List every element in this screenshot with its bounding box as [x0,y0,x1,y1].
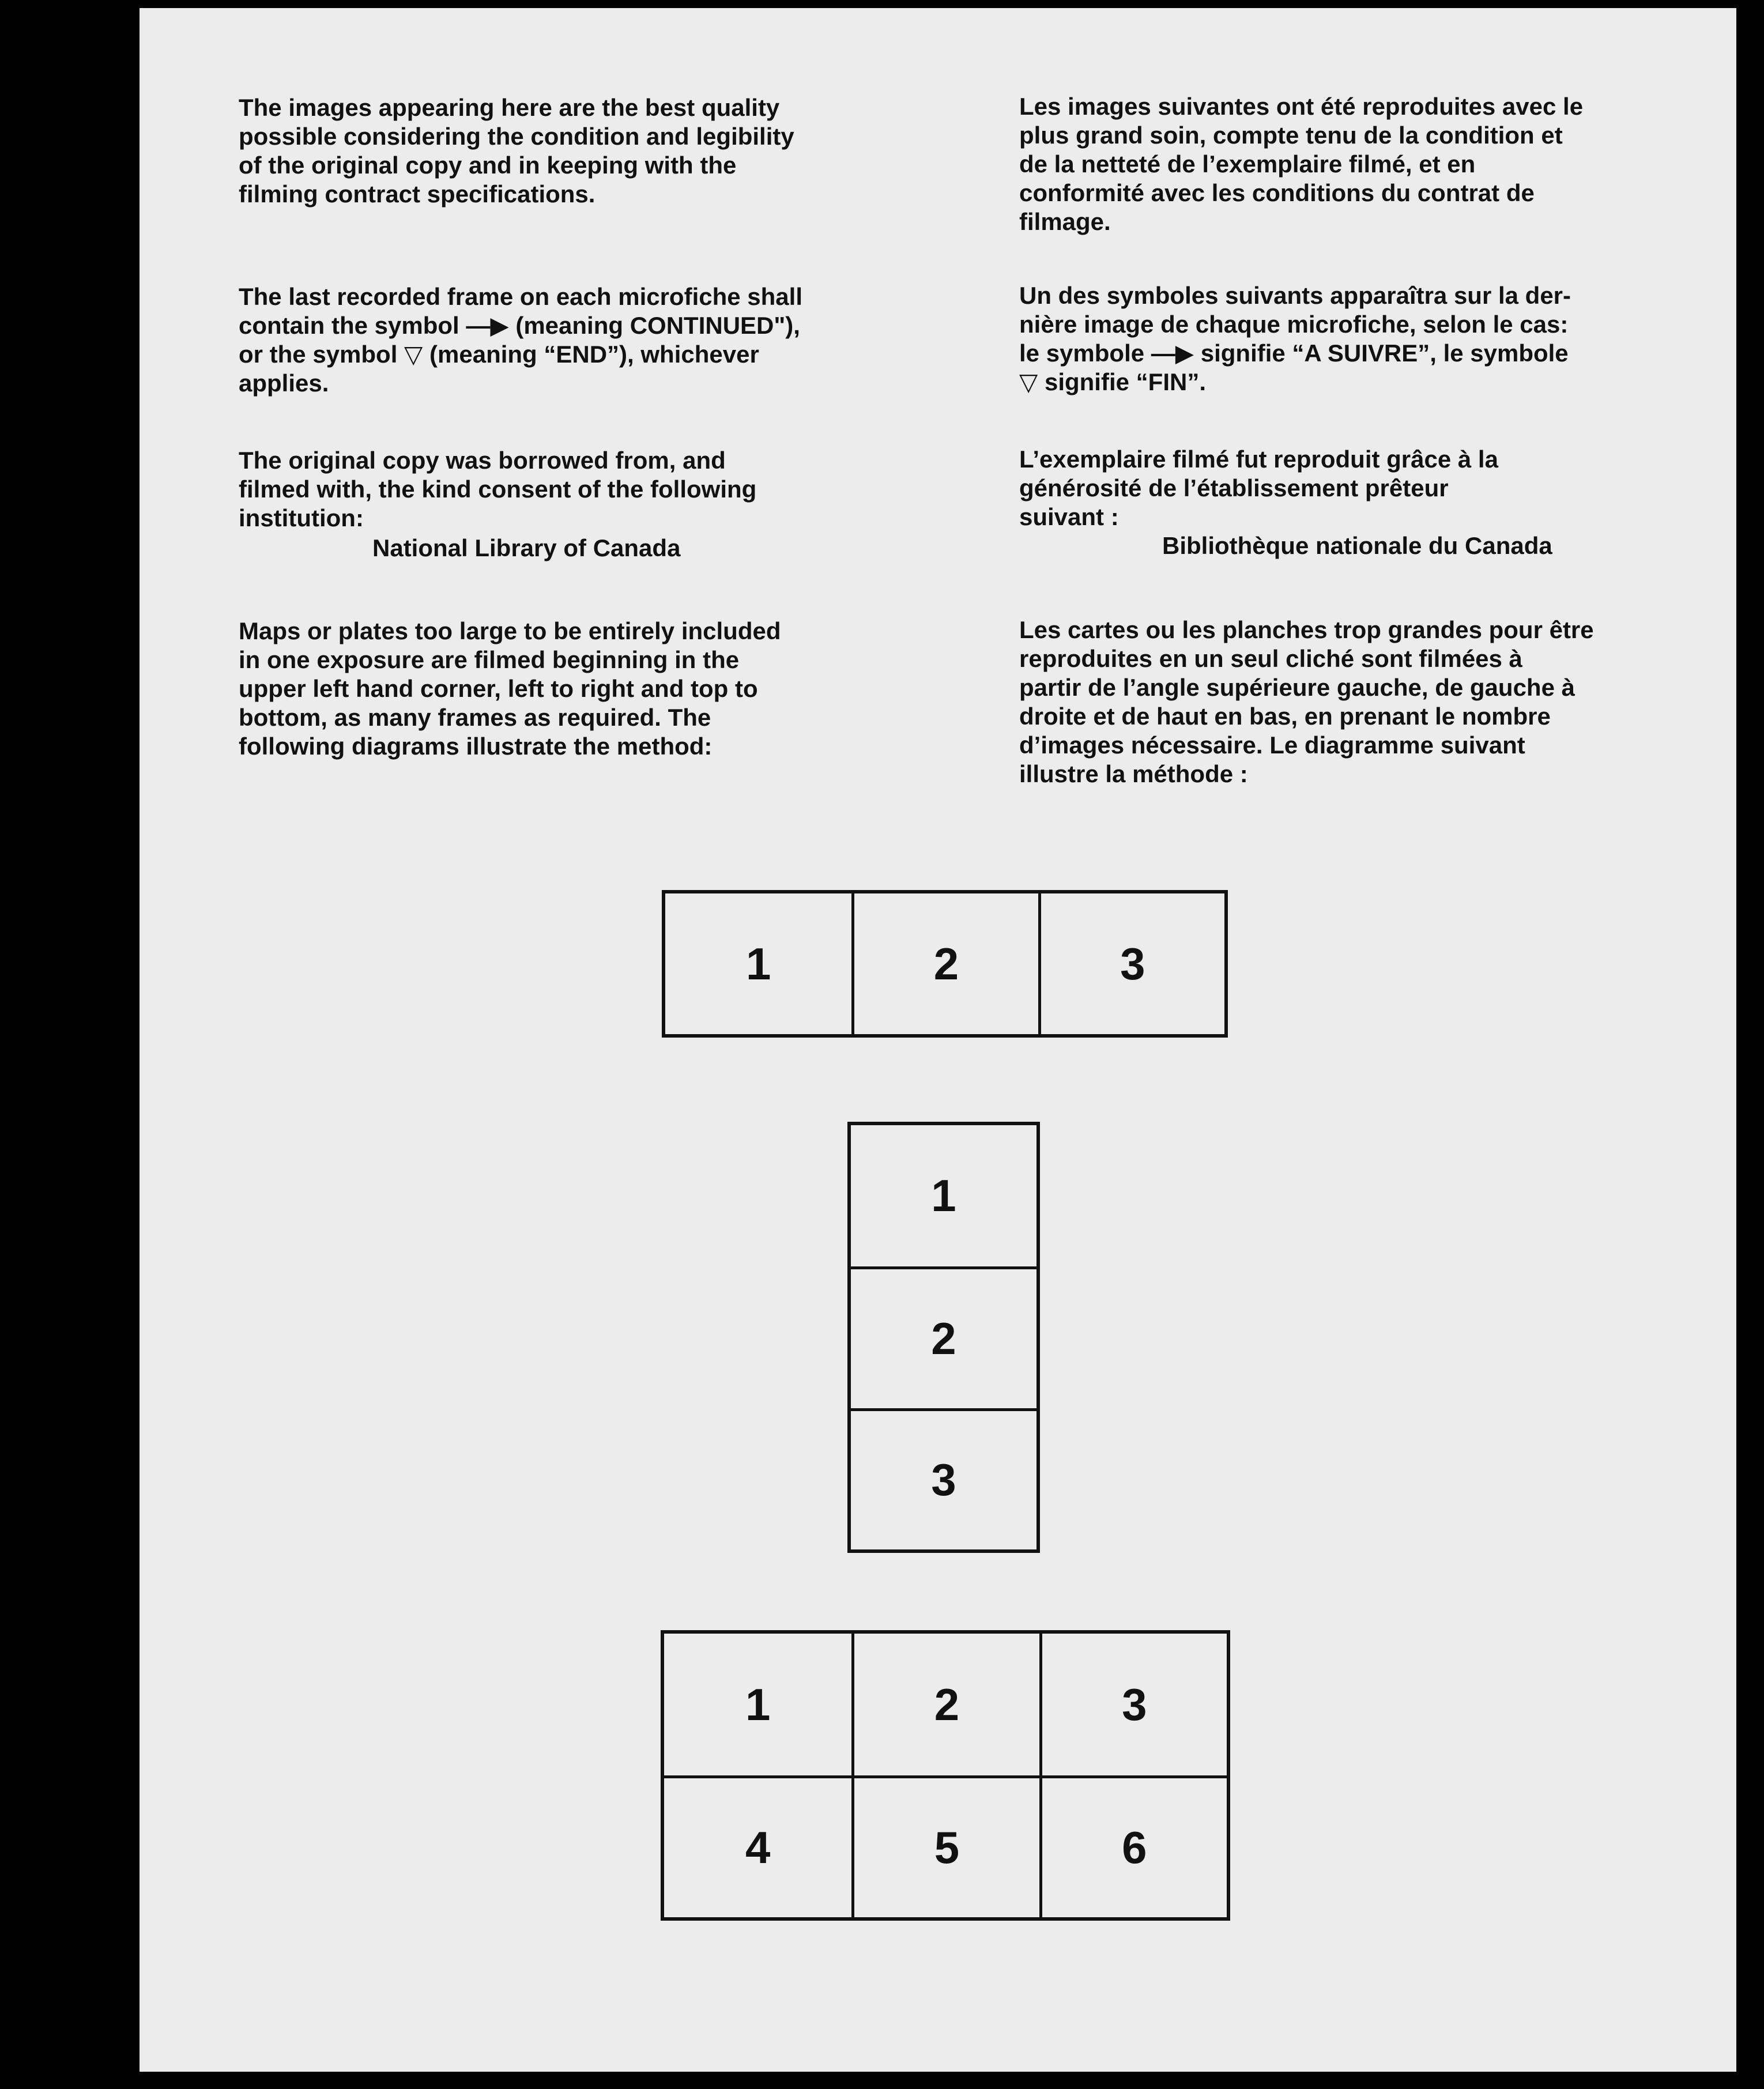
french-source-paragraph [1019,445,1498,531]
text-line: filmage. [1019,208,1111,235]
text-line: illustre la méthode : [1019,760,1248,787]
frame-cell: 3 [1038,893,1224,1034]
row-frames-diagram [662,890,1228,1038]
english-source-paragraph [239,446,756,533]
french-method-paragraph [1019,616,1594,789]
text-line: L’exemplaire filmé fut reproduit grâce à la [1019,446,1498,473]
text-line: The images appearing here are the best quality [239,94,780,121]
text-line: or the symbol ▽ (meaning “END”), whichever [239,341,759,368]
text-line: The original copy was borrowed from, and [239,447,726,474]
text-line: applies. [239,369,329,397]
frame-cell: 3 [851,1408,1036,1549]
frame-cell: 1 [745,1679,771,1730]
frame-cell: 3 [1039,1634,1227,1775]
frame-cell: 4 [664,1775,851,1917]
text-line: Maps or plates too large to be entirely included [239,617,781,644]
frame-cell: 2 [851,1634,1039,1775]
text-line: plus grand soin, compte tenu de la condition et [1019,122,1563,149]
text-line: de la netteté de l’exemplaire filmé, et en [1019,150,1476,178]
frame-cell: 2 [851,1266,1036,1408]
text-line: following diagrams illustrate the method: [239,733,713,760]
text-line: suivant : [1019,503,1119,530]
text-line: reproduites en un seul cliché sont filmées à [1019,645,1522,672]
text-line: of the original copy and in keeping with the [239,152,737,179]
french-institution-name: Bibliothèque nationale du Canada [1162,532,1552,559]
text-line: partir de l’angle supérieure gauche, de gauche à [1019,674,1575,701]
text-line: d’images nécessaire. Le diagramme suivant [1019,731,1525,759]
text-line: filming contract specifications. [239,180,595,208]
text-line: contain the symbol —▶ (meaning CONTINUED"), [239,312,800,339]
text-line: conformité avec les conditions du contrat de [1019,179,1535,206]
document-page [140,8,1736,2072]
english-quality-paragraph [239,93,794,209]
grid-frames-diagram [661,1630,1230,1921]
text-line: bottom, as many frames as required. The [239,704,711,731]
frame-cell: 5 [851,1775,1039,1917]
french-symbol-paragraph [1019,281,1571,397]
text-line: institution: [239,504,364,531]
text-line: in one exposure are filmed beginning in the [239,646,740,673]
frame-cell: 1 [931,1170,956,1221]
frame-cell: 2 [851,893,1038,1034]
frame-cell: 1 [745,938,771,989]
text-line: upper left hand corner, left to right and top to [239,675,758,702]
text-line: ▽ signifie “FIN”. [1019,368,1206,395]
english-institution-name: National Library of Canada [372,534,681,561]
french-quality-paragraph [1019,92,1583,236]
text-line: droite et de haut en bas, en prenant le nombre [1019,703,1551,730]
text-line: possible considering the condition and legibility [239,123,794,150]
text-line: générosité de l’établissement prêteur [1019,474,1449,501]
text-line: Les cartes ou les planches trop grandes pour être [1019,616,1594,643]
frame-cell: 6 [1039,1775,1227,1917]
english-symbol-paragraph [239,282,802,398]
text-line: le symbole —▶ signifie “A SUIVRE”, le symbole [1019,340,1569,367]
english-method-paragraph [239,617,781,761]
text-line: The last recorded frame on each microfiche shall [239,283,802,310]
text-line: Un des symboles suivants apparaîtra sur la der- [1019,282,1571,309]
text-line: nière image de chaque microfiche, selon le cas: [1019,311,1569,338]
column-frames-diagram [847,1122,1040,1553]
text-line: filmed with, the kind consent of the following [239,476,757,503]
text-line: Les images suivantes ont été reproduites avec le [1019,93,1584,120]
